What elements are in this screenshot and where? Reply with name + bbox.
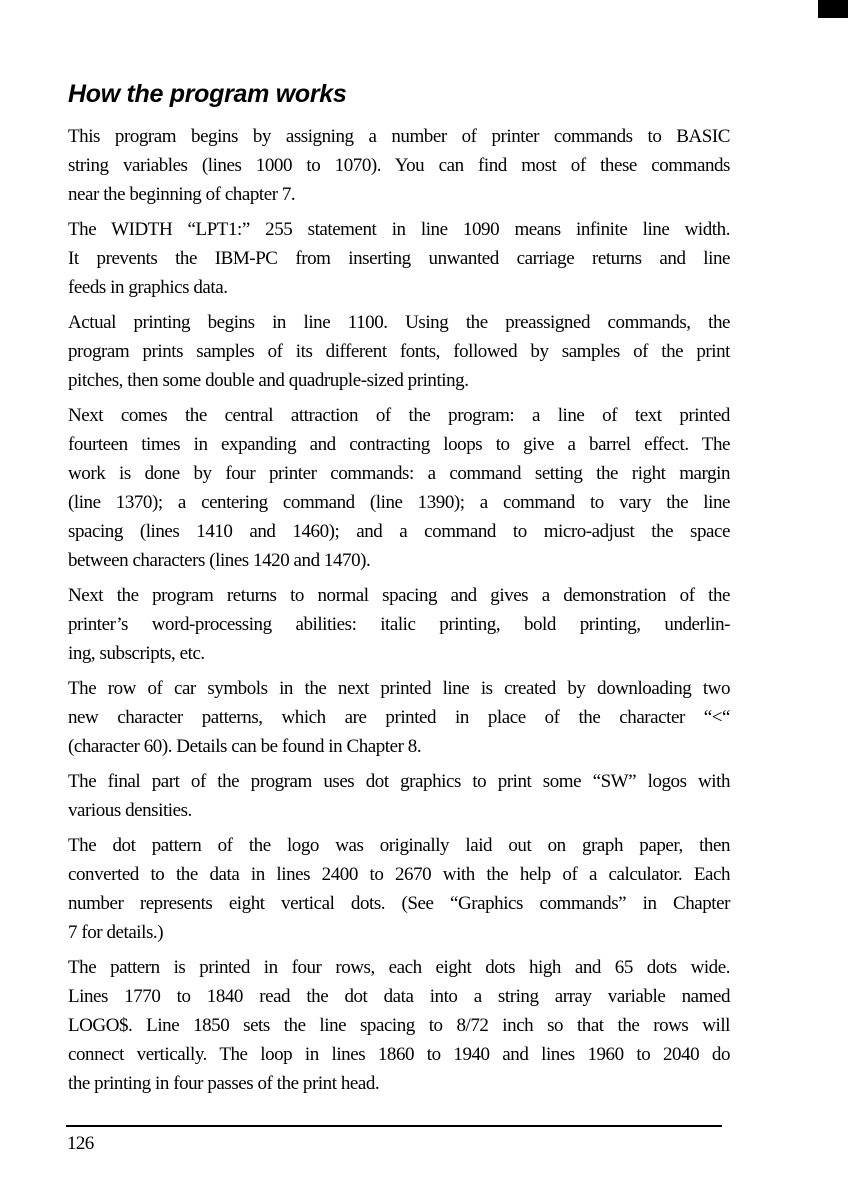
section-heading: How the program works — [68, 80, 347, 108]
paragraph — [68, 953, 730, 1098]
paragraph — [68, 674, 730, 761]
text-line: This program begins by assigning a number of printer commands to BASIC — [68, 126, 730, 147]
text-line: (line 1370); a centering command (line 1390); a command to vary the line — [68, 492, 730, 513]
text-line: The dot pattern of the logo was originally laid out on graph paper, then — [68, 835, 730, 856]
text-line: fourteen times in expanding and contracting loops to give a barrel effect. The — [68, 434, 730, 455]
paragraph — [68, 767, 730, 825]
body-text — [68, 122, 730, 1104]
paragraph — [68, 308, 730, 395]
text-line: The pattern is printed in four rows, each eight dots high and 65 dots wide. — [68, 957, 730, 978]
text-line: various densities. — [68, 800, 192, 821]
page-number: 126 — [67, 1133, 94, 1154]
text-line: string variables (lines 1000 to 1070). You can find most of these commands — [68, 155, 730, 176]
text-line: printer’s word-processing abilities: italic printing, bold printing, underlin- — [68, 614, 730, 635]
scan-corner-mark — [818, 0, 848, 18]
text-line: The row of car symbols in the next printed line is created by downloading two — [68, 678, 730, 699]
text-line: Next comes the central attraction of the program: a line of text printed — [68, 405, 730, 426]
text-line: LOGO$. Line 1850 sets the line spacing to 8/72 inch so that the rows will — [68, 1015, 730, 1036]
text-line: Next the program returns to normal spacing and gives a demonstration of the — [68, 585, 730, 606]
text-line: (character 60). Details can be found in Chapter 8. — [68, 736, 422, 757]
paragraph — [68, 401, 730, 575]
text-line: converted to the data in lines 2400 to 2670 with the help of a calculator. Each — [68, 864, 730, 885]
paragraph — [68, 122, 730, 209]
text-line: spacing (lines 1410 and 1460); and a command to micro-adjust the space — [68, 521, 730, 542]
text-line: feeds in graphics data. — [68, 277, 228, 298]
text-line: program prints samples of its different fonts, followed by samples of the print — [68, 341, 730, 362]
paragraph — [68, 581, 730, 668]
text-line: new character patterns, which are printed in place of the character “<“ — [68, 707, 730, 728]
paragraph — [68, 831, 730, 947]
paragraph — [68, 215, 730, 302]
text-line: It prevents the IBM-PC from inserting unwanted carriage returns and line — [68, 248, 730, 269]
text-line: 7 for details.) — [68, 922, 164, 943]
text-line: connect vertically. The loop in lines 1860 to 1940 and lines 1960 to 2040 do — [68, 1044, 730, 1065]
text-line: Actual printing begins in line 1100. Using the preassigned commands, the — [68, 312, 730, 333]
text-line: number represents eight vertical dots. (See “Graphics commands” in Chapter — [68, 893, 730, 914]
text-line: Lines 1770 to 1840 read the dot data into a string array variable named — [68, 986, 730, 1007]
text-line: between characters (lines 1420 and 1470). — [68, 550, 371, 571]
text-line: pitches, then some double and quadruple-sized printing. — [68, 370, 469, 391]
text-line: The WIDTH “LPT1:” 255 statement in line 1090 means infinite line width. — [68, 219, 730, 240]
text-line: ing, subscripts, etc. — [68, 643, 205, 664]
footer-rule — [66, 1125, 722, 1127]
text-line: work is done by four printer commands: a command setting the right margin — [68, 463, 730, 484]
text-line: near the beginning of chapter 7. — [68, 184, 296, 205]
text-line: the printing in four passes of the print head. — [68, 1073, 380, 1094]
text-line: The final part of the program uses dot graphics to print some “SW” logos with — [68, 771, 730, 792]
